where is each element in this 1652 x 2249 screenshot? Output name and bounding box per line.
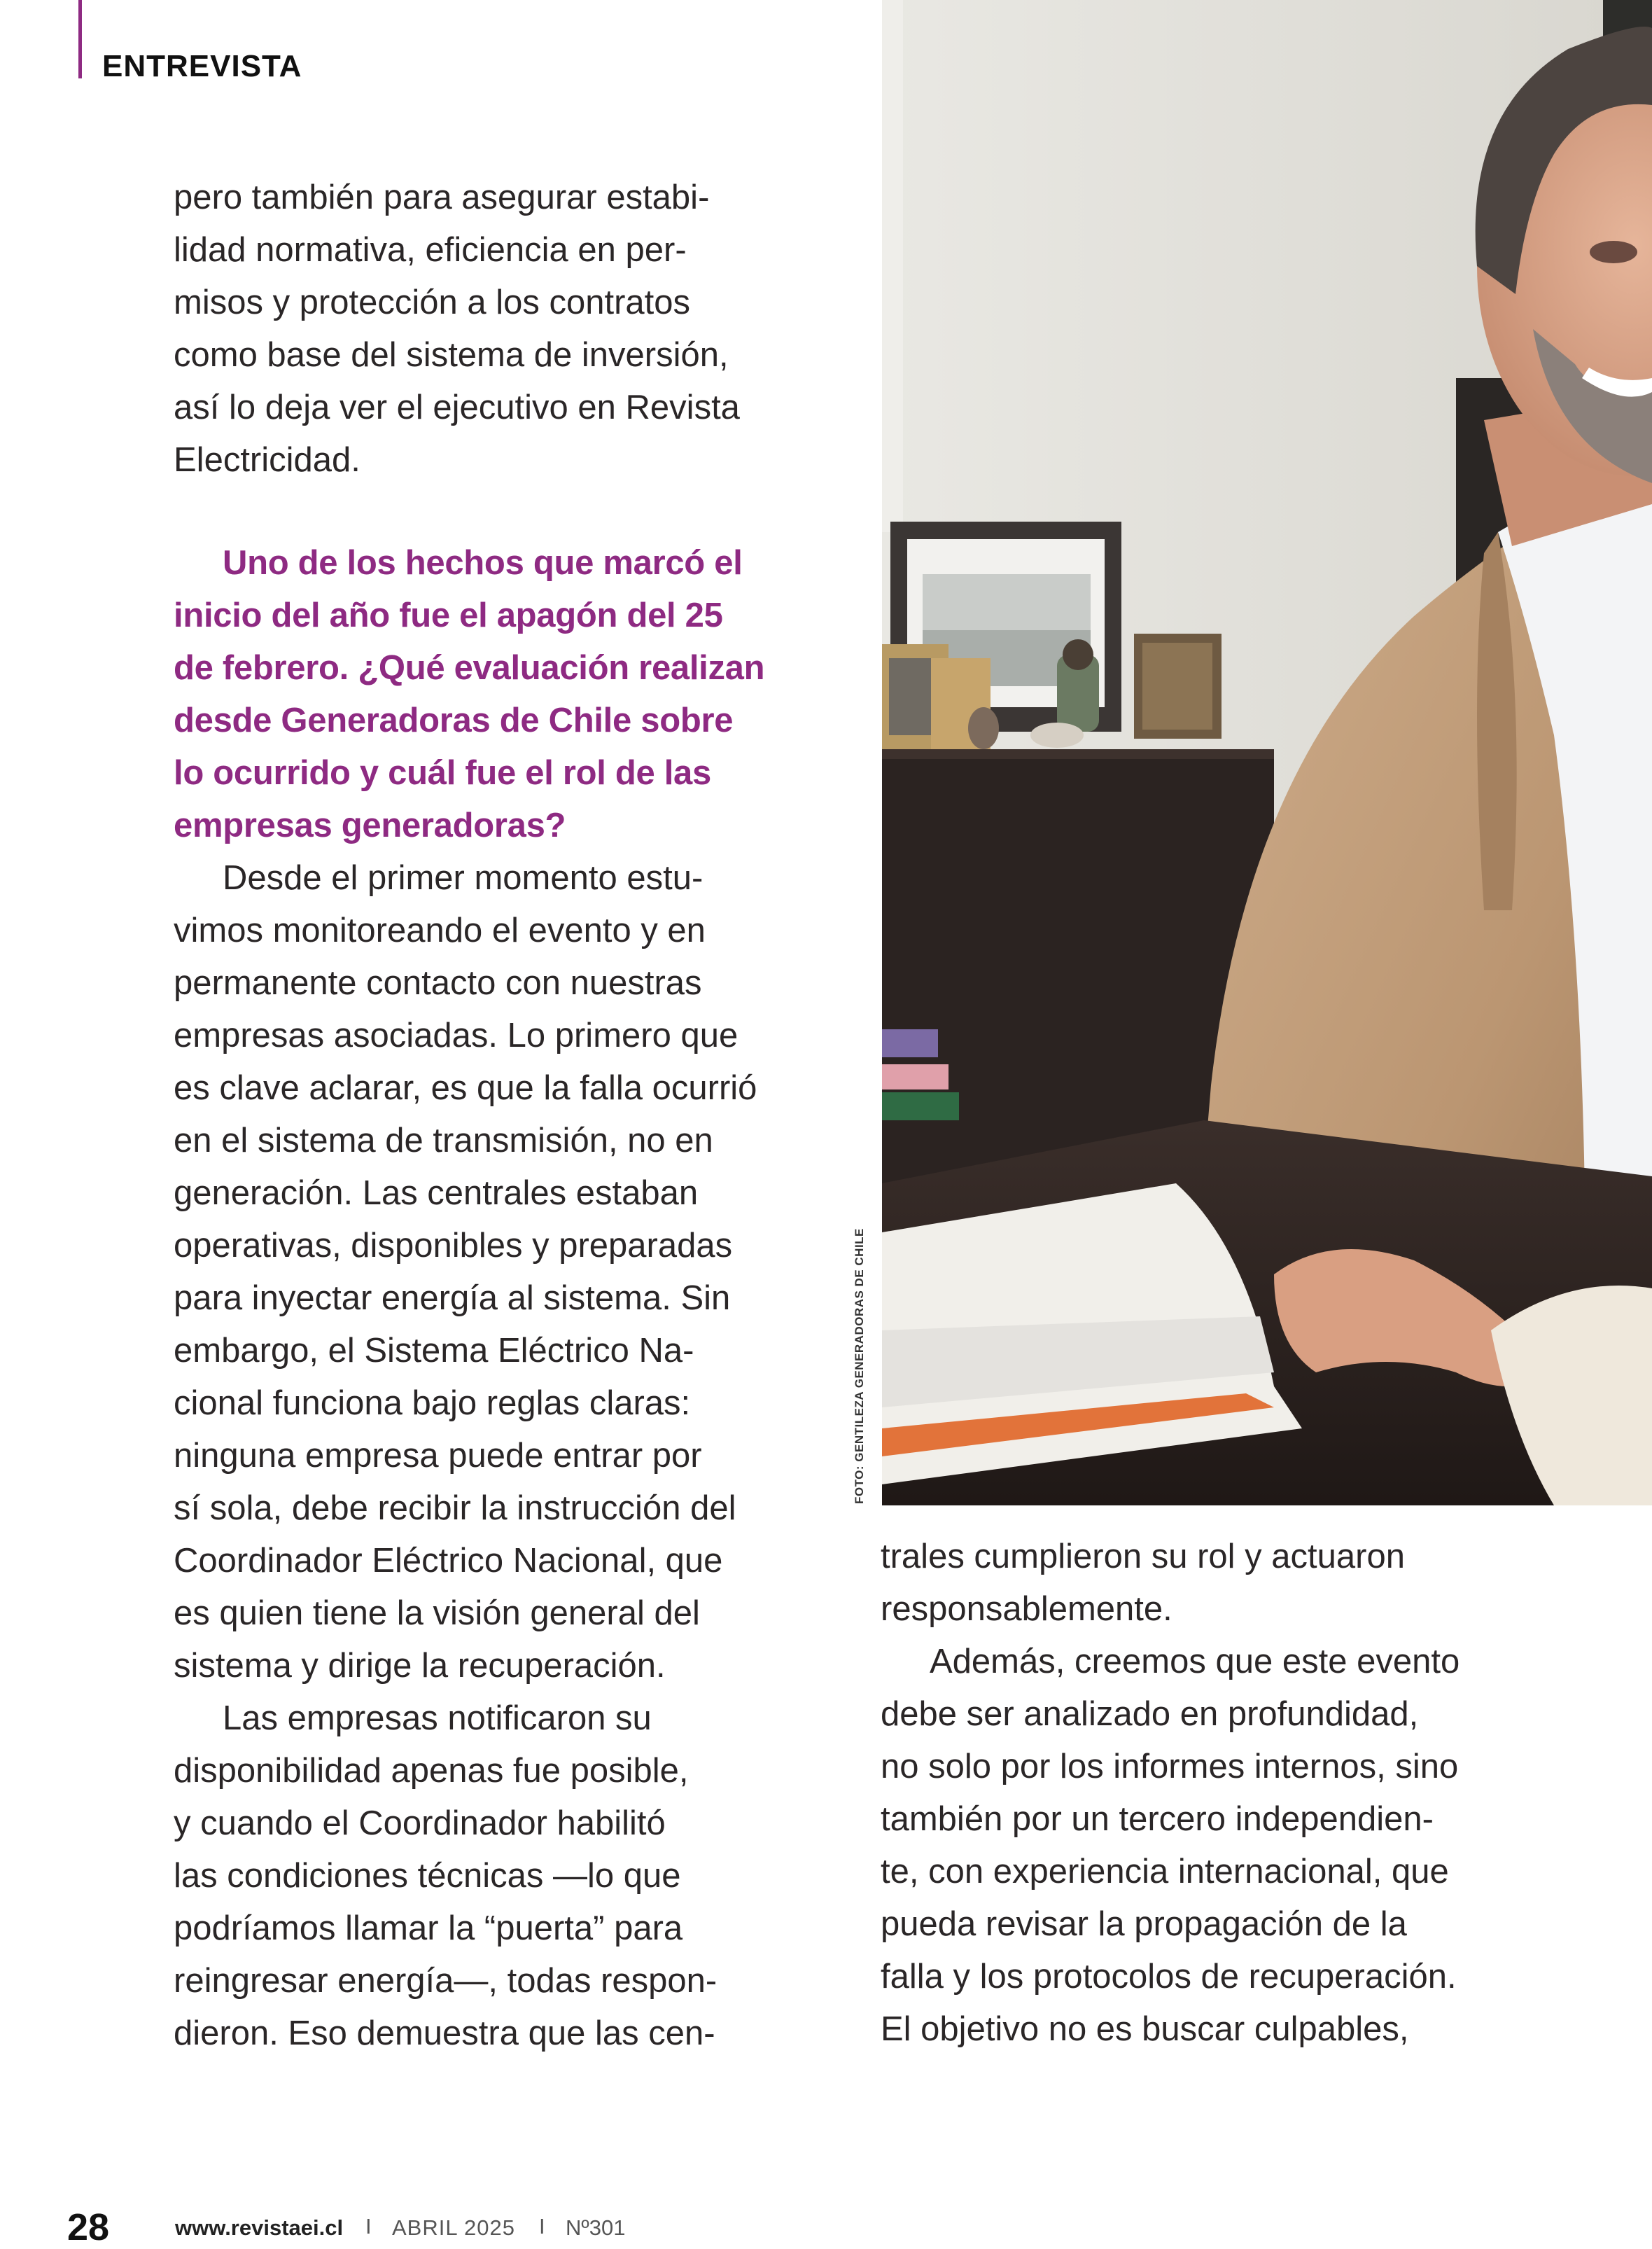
left-column bbox=[174, 172, 832, 2060]
text-line: también por un tercero independien- bbox=[881, 1800, 1434, 1838]
text-line: trales cumplieron su rol y actuaron bbox=[881, 1538, 1405, 1575]
text-line: El objetivo no es buscar culpables, bbox=[881, 2010, 1409, 2048]
text-line: generación. Las centrales estaban bbox=[174, 1174, 699, 1212]
question-line: desde Generadoras de Chile sobre bbox=[174, 702, 734, 739]
website-link[interactable]: www.revistaei.cl bbox=[175, 2215, 344, 2240]
text-line: no solo por los informes internos, sino bbox=[881, 1748, 1459, 1785]
text-line: embargo, el Sistema Eléctrico Na- bbox=[174, 1332, 694, 1370]
text-line: falla y los protocolos de recuperación. bbox=[881, 1958, 1457, 1996]
text-line: como base del sistema de inversión, bbox=[174, 336, 729, 374]
text-line: podríamos llamar la “puerta” para bbox=[174, 1909, 683, 1947]
text-line: te, con experiencia internacional, que bbox=[881, 1853, 1449, 1891]
answer-paragraph-2-continued bbox=[881, 1531, 1553, 1636]
intro-paragraph bbox=[174, 172, 832, 487]
text-line: Desde el primer momento estu- bbox=[223, 859, 704, 897]
answer-paragraph-2 bbox=[174, 1692, 832, 2060]
text-line: empresas asociadas. Lo primero que bbox=[174, 1017, 738, 1054]
text-line: disponibilidad apenas fue posible, bbox=[174, 1752, 689, 1790]
text-line: Además, creemos que este evento bbox=[930, 1643, 1460, 1680]
interview-question bbox=[174, 537, 832, 852]
text-line: vimos monitoreando el evento y en bbox=[174, 912, 706, 949]
issue-number: Nº301 bbox=[566, 2215, 626, 2240]
question-line: inicio del año fue el apagón del 25 bbox=[174, 597, 723, 634]
text-line: debe ser analizado en profundidad, bbox=[881, 1695, 1419, 1733]
text-line: cional funciona bajo reglas claras: bbox=[174, 1384, 691, 1422]
text-line: responsablemente. bbox=[881, 1590, 1172, 1628]
text-line: reingresar energía—, todas respon- bbox=[174, 1962, 718, 2000]
question-line: lo ocurrido y cuál fue el rol de las bbox=[174, 754, 711, 792]
right-column bbox=[881, 1531, 1553, 2056]
text-line: en el sistema de transmisión, no en bbox=[174, 1122, 713, 1160]
question-line: Uno de los hechos que marcó el bbox=[223, 544, 743, 582]
text-line: pero también para asegurar estabi- bbox=[174, 179, 710, 216]
footer-separator: I bbox=[365, 2214, 372, 2238]
text-line: sí sola, debe recibir la instrucción del bbox=[174, 1489, 736, 1527]
text-line: para inyectar energía al sistema. Sin bbox=[174, 1279, 731, 1317]
text-line: pueda revisar la propagación de la bbox=[881, 1905, 1407, 1943]
paragraph-gap bbox=[174, 487, 832, 537]
footer-separator: I bbox=[539, 2214, 545, 2238]
text-line: misos y protección a los contratos bbox=[174, 284, 691, 321]
text-line: Las empresas notificaron su bbox=[223, 1699, 652, 1737]
question-line: de febrero. ¿Qué evaluación realizan bbox=[174, 649, 765, 687]
text-line: Electricidad. bbox=[174, 441, 360, 479]
text-line: lidad normativa, eficiencia en per- bbox=[174, 231, 687, 269]
text-line: operativas, disponibles y preparadas bbox=[174, 1227, 733, 1265]
photo-credit: FOTO: GENTILEZA GENERADORAS DE CHILE bbox=[853, 1228, 866, 1504]
issue-date: ABRIL 2025 bbox=[392, 2215, 516, 2240]
text-line: dieron. Eso demuestra que las cen- bbox=[174, 2014, 715, 2052]
text-line: ninguna empresa puede entrar por bbox=[174, 1437, 702, 1475]
page-number: 28 bbox=[67, 2206, 110, 2248]
text-line: es clave aclarar, es que la falla ocurrió bbox=[174, 1069, 757, 1107]
text-line: permanente contacto con nuestras bbox=[174, 964, 702, 1002]
question-line: empresas generadoras? bbox=[174, 807, 566, 844]
answer-paragraph-1 bbox=[174, 852, 832, 1692]
portrait-photo bbox=[882, 0, 1652, 1505]
section-label: ENTREVISTA bbox=[102, 49, 302, 83]
section-accent-bar bbox=[78, 0, 82, 78]
answer-paragraph-3 bbox=[881, 1636, 1553, 2056]
page-footer bbox=[0, 2206, 1652, 2248]
text-line: las condiciones técnicas —lo que bbox=[174, 1857, 681, 1895]
text-line: es quien tiene la visión general del bbox=[174, 1594, 700, 1632]
text-line: Coordinador Eléctrico Nacional, que bbox=[174, 1542, 723, 1580]
text-line: sistema y dirige la recuperación. bbox=[174, 1647, 666, 1685]
text-line: así lo deja ver el ejecutivo en Revista bbox=[174, 389, 740, 426]
text-line: y cuando el Coordinador habilitó bbox=[174, 1804, 666, 1842]
